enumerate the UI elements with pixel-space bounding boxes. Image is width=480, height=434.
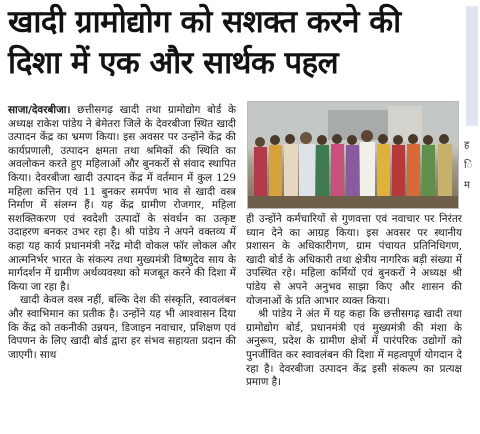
paragraph-1-text: छत्तीसगढ़ खादी तथा ग्रामोद्योग बोर्ड के अध्यक्ष राकेश पांडेय ने बेमेतरा जिले के देवरबीजा स्थित खादी उत्पादन केंद्र का भ्रमण किया। इस अवसर पर उन्होंने केंद्र की कार्यप्रणाली, उत्पादन क्षमता तथा श्रमिकों की स्थिति का अवलोकन करते हुए महिलाओं और बुनकरों से संवाद स्थापित किया। देवरबीजा खादी उत्पादन केंद्र में वर्तमान में कुल 129 महिला कत्तिन एवं 11 बुनकर समर्पण भाव से खादी वस्त्र निर्माण में संलग्न हैं। यह केंद्र ग्रामीण रोजगार, महिला सशक्तिकरण एवं स्वदेशी उत्पादों के संवर्धन का उत्कृष्ट उदाहरण बनकर उभर रहा है। श्री पांडेय ने अपने वक्तव्य में कहा यह कार्य प्रधानमंत्री नरेंद्र मोदी वोकल फॉर लोकल और आत्मनिर्भर भारत के संकल्प तथा मुख्यमंत्री विष्णुदेव साय के मार्गदर्शन में ग्रामीण अर्थव्यवस्था को मजबूत करने की दिशा में किया जा रहा है। xyxy=(8,104,236,293)
headline-line-1: खादी ग्रामोद्योग को सशक्त करने की xyxy=(8,4,401,40)
edge-char-1: ह xyxy=(464,140,470,151)
news-photo xyxy=(247,101,459,209)
headline-line-2: दिशा में एक और सार्थक पहल xyxy=(8,45,339,81)
article-paragraph-4: श्री पांडेय ने अंत में यह कहा कि छत्तीसगढ़ खादी तथा ग्रामोद्योग बोर्ड, प्रधानमंत्री एवं मुख्यमंत्री की मंशा के अनुरूप, प्रदेश के ग्रामीण क्षेत्रों में पारंपरिक उद्योगों को पुनर्जीवित कर स्वावलंबन की दिशा में महत्वपूर्ण योगदान दे रहा है। देवरबीजा उत्पादन केंद्र इसी संकल्प का प्रत्यक्ष प्रमाण है। xyxy=(246,308,462,389)
adjacent-column-edge xyxy=(462,0,480,434)
edge-char-2: ि xyxy=(464,160,473,171)
article-column-right xyxy=(246,213,462,390)
dateline: साजा/देवरबीजा। xyxy=(8,104,71,116)
headline xyxy=(8,2,448,84)
group-photo-illustration xyxy=(248,102,458,208)
adjacent-image-edge xyxy=(466,6,478,126)
edge-char-3: म xyxy=(464,180,470,191)
article-column-left xyxy=(8,104,236,362)
article-paragraph-2: खादी केवल वस्त्र नहीं, बल्कि देश की संस्कृति, स्वावलंबन और स्वाभिमान का प्रतीक है। उन्होंने यह भी आश्वासन दिया कि केंद्र को तकनीकी उन्नयन, डिजाइन नवाचार, प्रशिक्षण एवं विपणन के लिए खादी बोर्ड द्वारा हर संभव सहायता प्रदान की जाएगी। साथ xyxy=(8,294,236,361)
article-paragraph-3: ही उन्होंने कर्मचारियों से गुणवत्ता एवं नवाचार पर निरंतर ध्यान देने का आग्रह किया। इस अवसर पर स्थानीय प्रशासन के अधिकारीगण, ग्राम पंचायत प्रतिनिधिगण, खादी बोर्ड के अधिकारी तथा क्षेत्रीय नागरिक बड़ी संख्या में उपस्थित रहे। महिला कर्मियों एवं बुनकरों ने अध्यक्ष श्री पांडेय से अपने अनुभव साझा किए और शासन की योजनाओं के प्रति आभार व्यक्त किया। xyxy=(246,213,462,307)
article-paragraph-1 xyxy=(8,104,236,294)
